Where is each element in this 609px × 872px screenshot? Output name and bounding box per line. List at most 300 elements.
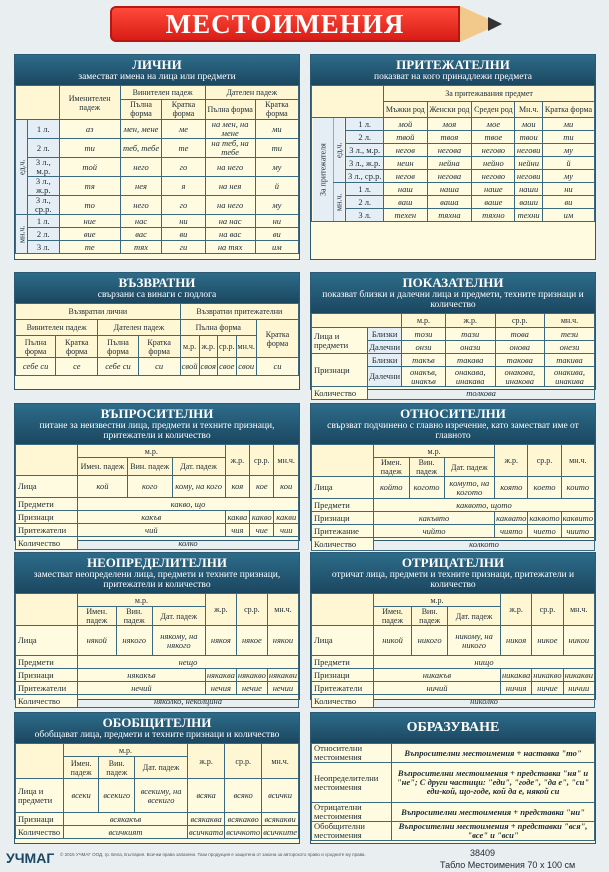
table-row [16,594,299,607]
table-cell: Отрицателни местоимения [312,803,392,822]
table-cell: Притежатели [312,682,374,695]
table-row [312,744,595,763]
table-row [16,695,299,708]
table-row [312,209,595,222]
table-cell: ви [542,196,594,209]
table-cell: колко [78,537,299,550]
table-cell: никакви [564,669,593,680]
table-row [312,499,595,512]
table-row [312,328,595,341]
table-cell: които [561,477,594,499]
title-pencil [110,6,510,42]
table-header-cell: м.р. [374,445,495,458]
table-cell: никого [412,626,448,656]
neopr-subtitle: заместват неопределени лица, предмети и техните признаци, притежатели и количество [33,570,281,590]
table-cell: 3 л., ср.р. [28,196,60,215]
table-cell: някаква [206,669,235,680]
table-row [312,118,595,131]
table-header-cell: Кратка форма [138,336,180,358]
table-header-cell: м.р. [64,744,188,757]
pritezh-subtitle: показват на кого принадлежи предмета [374,72,532,82]
table-cell: на нас [205,215,255,228]
table-row [312,387,595,400]
table-cell: 2 л. [28,139,60,158]
table-cell: Предмети [312,499,374,512]
table-cell: 3 л. [28,241,60,254]
table-cell: никому, на никого [448,626,501,656]
pencil-tip-icon [488,17,502,31]
table-header-cell: мн.ч. [236,336,256,358]
table-cell: коя [225,476,249,498]
table-row [312,538,595,551]
panel-pokaz [310,272,596,398]
table-cell: нищо [374,656,595,669]
table-cell: всичкото [226,826,261,837]
table-header-cell: Винителен падеж [16,320,98,336]
panel-obrazuv [310,712,596,844]
table-cell: Количество [16,826,64,839]
table-cell: 2 л. [346,196,384,209]
table-row [312,512,595,525]
table-cell: кои [274,476,299,498]
table-cell: наше [472,183,515,196]
table-cell: ваш [384,196,427,209]
table-row [312,669,595,682]
table-cell: всяка [188,779,225,813]
table-row [312,144,595,157]
table-cell: Предмети [16,656,78,669]
table-cell: какъвто [374,512,495,525]
table-header-cell: Имен. падеж [64,757,99,779]
table-cell: онакава, инакава [445,367,495,387]
table-cell: Признаци [312,354,368,387]
table-cell: нас [120,215,162,228]
table-cell: на него [205,158,255,177]
table-row [16,358,299,376]
table-header-cell: мн.ч. [262,744,299,779]
table-header-cell: Пълна форма [16,336,56,358]
table-cell: онази [445,341,495,354]
table-cell: свой [180,358,199,376]
table-row [16,196,299,215]
table-cell: негова [427,170,472,183]
table-header-cell: ж.р. [205,594,236,626]
table-row [312,682,595,695]
otric-table [311,593,595,708]
table-row [312,183,595,196]
footer-legal: © 2015 УЧМАГ ООД, гр. Бяла, България. Всички права запазени. Тази продукция е защитена от закона за авторското право и сродните му права. [60,852,366,857]
table-cell: такъв [402,354,446,367]
table-cell: мен, мене [120,120,162,139]
table-cell: всекиму, на всекиго [135,779,188,813]
table-cell: мн.ч. [333,183,345,222]
table-cell: нейни [515,157,543,170]
table-cell: тяхна [427,209,472,222]
table-row [16,669,299,682]
neopr-title: НЕОПРЕДЕЛИТЕЛНИ [87,555,227,570]
table-cell: Лица и предмети [16,779,64,813]
table-cell: всичките [263,826,297,837]
footer-code: 38409 [470,848,496,858]
table-header-cell: Среден род [472,102,515,118]
table-row [312,525,595,538]
table-cell: ничие [532,682,563,695]
table-cell: Количество [312,538,374,551]
table-cell: му [255,196,298,215]
table-cell: ние [59,215,120,228]
table-cell: теб, тебе [120,139,162,158]
table-cell: наш [384,183,427,196]
lichni-title: ЛИЧНИ [132,57,182,72]
table-cell: 3 л., ж.р. [346,157,384,170]
table-cell: неин [384,157,427,170]
table-row [16,476,299,498]
table-cell: ничия [500,682,531,695]
table-cell: негова [427,144,472,157]
table-cell: някоя [205,626,236,656]
table-cell: Количество [312,387,368,400]
table-cell: всичката [189,826,224,837]
table-cell: нечии [267,682,298,695]
table-cell: моя [427,118,472,131]
panel-otnos [310,403,596,549]
table-cell: всичкият [64,826,188,839]
table-cell: го [162,158,205,177]
table-row [16,215,299,228]
table-row [312,763,595,803]
table-cell: някой [78,626,117,656]
table-header-cell: ж.р. [500,594,531,626]
table-cell: онакъв, инакъв [402,367,446,387]
table-cell: ни [542,183,594,196]
table-header-cell [312,314,402,328]
table-cell: такива [545,354,595,367]
table-header-cell: Възвратни лични [16,304,181,320]
table-cell: всички [262,779,299,813]
table-cell: Лица [16,626,78,656]
table-header-cell: Дат. падеж [172,458,225,476]
table-cell: Притежатели [16,682,78,695]
table-cell: толкова [368,387,595,400]
table-row [312,445,595,458]
table-header-cell [312,445,374,477]
table-row [312,354,595,367]
table-cell: Близки [368,354,402,367]
table-row [312,656,595,669]
table-header-cell: Дат. падеж [152,607,205,626]
table-header-cell: Пълна форма [120,99,162,119]
table-cell: Признаци [16,813,64,826]
table-header-cell: Вин. падеж [412,607,448,626]
table-header-cell: Вин. падеж [409,458,444,477]
table-cell: твоя [427,131,472,144]
table-cell: 1 л. [28,215,60,228]
table-header-cell: Пълна форма [180,320,256,336]
table-header-cell: м.р. [374,594,501,607]
table-cell: й [542,157,594,170]
table-header-cell: мн.ч. [563,594,594,626]
table-cell: Въпросителни местоимения + представки "вся", "все" и "вси" [392,822,595,841]
table-cell: някакви [268,669,297,680]
lichni-table [15,85,299,254]
table-cell: ме [162,120,205,139]
table-cell: комуто, на когото [444,477,495,499]
table-cell: Количество [312,695,374,708]
table-cell: негов [384,144,427,157]
panel-lichni [14,54,300,260]
table-cell: ничии [563,682,594,695]
table-cell: си [138,358,180,376]
table-row [312,803,595,822]
vapros-table [15,444,299,550]
obobsht-title: ОБОБЩИТЕЛНИ [102,715,212,730]
table-cell: свое [217,358,236,376]
table-header-cell: Кратка форма [255,99,298,119]
table-row [16,336,299,358]
table-cell: кой [78,476,128,498]
table-cell: себе си [16,358,56,376]
table-row [16,744,299,757]
table-header-cell: Мъжки род [384,102,427,118]
table-header-cell: ж.р. [495,445,528,477]
table-cell: каквото [529,512,560,523]
table-row [16,86,299,100]
table-cell: им [542,209,594,222]
table-row [312,131,595,144]
footer-logo: УЧМАГ [6,850,55,866]
table-cell: 1 л. [346,118,384,131]
table-cell: някакъв [78,669,206,682]
table-header-cell: Имен. падеж [374,458,410,477]
table-cell: тях [120,241,162,254]
table-header-cell: ср.р. [532,594,563,626]
table-header-cell: мн.ч. [274,445,299,476]
table-cell: него [120,158,162,177]
table-header-cell [16,86,60,120]
table-cell: него [120,196,162,215]
table-header-cell: Дат. падеж [448,607,501,626]
table-cell: някакво [237,669,266,680]
table-cell: Близки [368,328,402,341]
table-cell: която [495,477,528,499]
table-cell: на теб, на тебе [205,139,255,158]
table-header-cell: Винителен падеж [120,86,205,100]
table-row [16,682,299,695]
table-cell: тези [545,328,595,341]
table-row [312,695,595,708]
table-cell: нечия [205,682,236,695]
table-cell: всякакви [262,813,299,826]
table-cell: никакво [533,669,562,680]
table-cell: каквото, щото [374,499,595,512]
table-cell: Лица и предмети [312,328,368,354]
table-cell: тя [59,177,120,196]
panel-obobsht [14,712,300,844]
table-cell: никакъв [374,669,501,682]
table-cell: негово [472,170,515,183]
table-row [16,177,299,196]
table-cell: чието [528,525,561,538]
table-cell: твой [384,131,427,144]
table-row [312,170,595,183]
neopr-table [15,593,299,708]
table-cell: вас [120,228,162,241]
table-cell: се [56,358,98,376]
table-cell: Количество [16,537,78,550]
table-cell: му [542,144,594,157]
table-row [16,158,299,177]
table-header-cell: м.р. [402,314,446,328]
table-cell: ни [162,215,205,228]
table-cell: онзи [402,341,446,354]
pritezh-title: ПРИТЕЖАТЕЛНИ [396,57,510,72]
table-cell: чийто [374,525,495,538]
otnos-table [311,444,595,551]
table-header-cell: Вин. падеж [127,458,172,476]
table-cell: ваше [472,196,515,209]
table-cell: чиито [561,525,594,538]
table-cell: Въпросителни местоимения + наставка "то" [392,744,595,763]
table-cell: ваши [515,196,543,209]
table-cell: наши [515,183,543,196]
table-row [16,537,299,550]
table-cell: мое [472,118,515,131]
table-cell: никое [532,626,563,656]
table-cell: 2 л. [28,228,60,241]
table-cell: нея [120,177,162,196]
table-cell: Предмети [16,498,78,511]
table-cell: Обобщителни местоимения [312,822,392,841]
obobsht-subtitle: обобщават лица, предмети и техните признаци и количество [34,730,280,740]
table-cell: нечий [78,682,206,695]
table-cell: й [255,177,298,196]
table-header-cell [16,594,78,626]
table-cell: Притежатели [16,524,78,537]
table-cell: тяхно [472,209,515,222]
table-row [16,813,299,826]
table-header-cell: ж.р. [445,314,495,328]
table-cell: ги [162,241,205,254]
table-cell: Признаци [16,511,78,524]
table-row [16,626,299,656]
table-cell: 3 л., м.р. [28,158,60,177]
table-cell: той [59,158,120,177]
table-cell: онакова, инакова [495,367,544,387]
table-row [16,304,299,320]
table-cell: никоя [500,626,531,656]
table-cell: такова [495,354,544,367]
table-row [16,241,299,254]
table-header-cell: Кратка форма [542,102,594,118]
table-cell: нейно [472,157,515,170]
table-row [312,477,595,499]
table-cell: този [402,328,446,341]
table-cell: ед.ч. [333,118,345,183]
table-cell: всяко [225,779,262,813]
table-cell: вие [59,228,120,241]
table-cell: Неопределителни местоимения [312,763,392,803]
table-row [312,86,595,102]
table-cell: николко [374,695,595,708]
table-header-cell: ср.р. [250,445,274,476]
table-cell: какви [274,511,299,524]
table-cell: 1 л. [346,183,384,196]
table-row [16,320,299,336]
table-cell: някое [236,626,267,656]
table-cell: Лица [312,626,374,656]
table-header-cell: Вин. падеж [116,607,152,626]
table-header-cell: Именителен падеж [59,86,120,120]
table-cell: то [59,196,120,215]
table-cell: 3 л., ж.р. [28,177,60,196]
table-header-cell: Имен. падеж [374,607,412,626]
table-cell: всякакво [225,813,262,826]
pritezh-table [311,85,595,222]
table-cell: какво, що [78,498,299,511]
table-row [16,120,299,139]
table-row [16,445,299,458]
table-cell: ед.ч. [16,120,28,215]
otric-title: ОТРИЦАТЕЛНИ [401,555,505,570]
table-header-cell: Дателен падеж [205,86,298,100]
table-cell: ви [255,228,298,241]
table-cell: 3 л., ср.р. [346,170,384,183]
table-cell: ти [542,131,594,144]
table-cell: ми [542,118,594,131]
table-cell: твои [515,131,543,144]
table-row [312,196,595,209]
table-cell: онези [545,341,595,354]
table-cell: онова [495,341,544,354]
obrazuv-table [311,743,595,841]
table-cell: Признаци [312,512,374,525]
table-cell: ваша [427,196,472,209]
table-cell: я [162,177,205,196]
table-cell: Признаци [312,669,374,682]
table-header-cell: Имен. падеж [78,458,128,476]
table-header-cell: Кратка форма [256,320,298,358]
table-cell: каквито [562,512,593,523]
table-cell: негово [472,144,515,157]
table-cell: ничий [374,682,501,695]
table-cell: каква [225,511,249,524]
table-cell: ти [255,139,298,158]
table-row [16,656,299,669]
table-row [312,314,595,328]
table-header-cell [312,594,374,626]
table-cell: нейна [427,157,472,170]
table-row [16,228,299,241]
table-cell: всякаква [188,813,225,826]
table-row [312,157,595,170]
table-row [16,524,299,537]
pokaz-title: ПОКАЗАТЕЛНИ [402,275,504,290]
table-cell: когото [409,477,444,499]
table-cell: на вас [205,228,255,241]
table-cell: Признаци [16,669,78,682]
table-cell: което [528,477,561,499]
table-cell: му [255,158,298,177]
table-cell: на мен, на мене [205,120,255,139]
table-cell: Относителни местоимения [312,744,392,763]
page-title: МЕСТОИМЕНИЯ [165,9,405,39]
table-cell: чии [274,524,299,537]
table-cell: каквато [496,512,527,523]
table-cell: ми [255,120,298,139]
table-cell: 3 л., м.р. [346,144,384,157]
panel-vapros [14,403,300,548]
vapros-subtitle: питане за неизвестни лица, предмети и техните признаци, притежатели и количество [39,421,275,441]
